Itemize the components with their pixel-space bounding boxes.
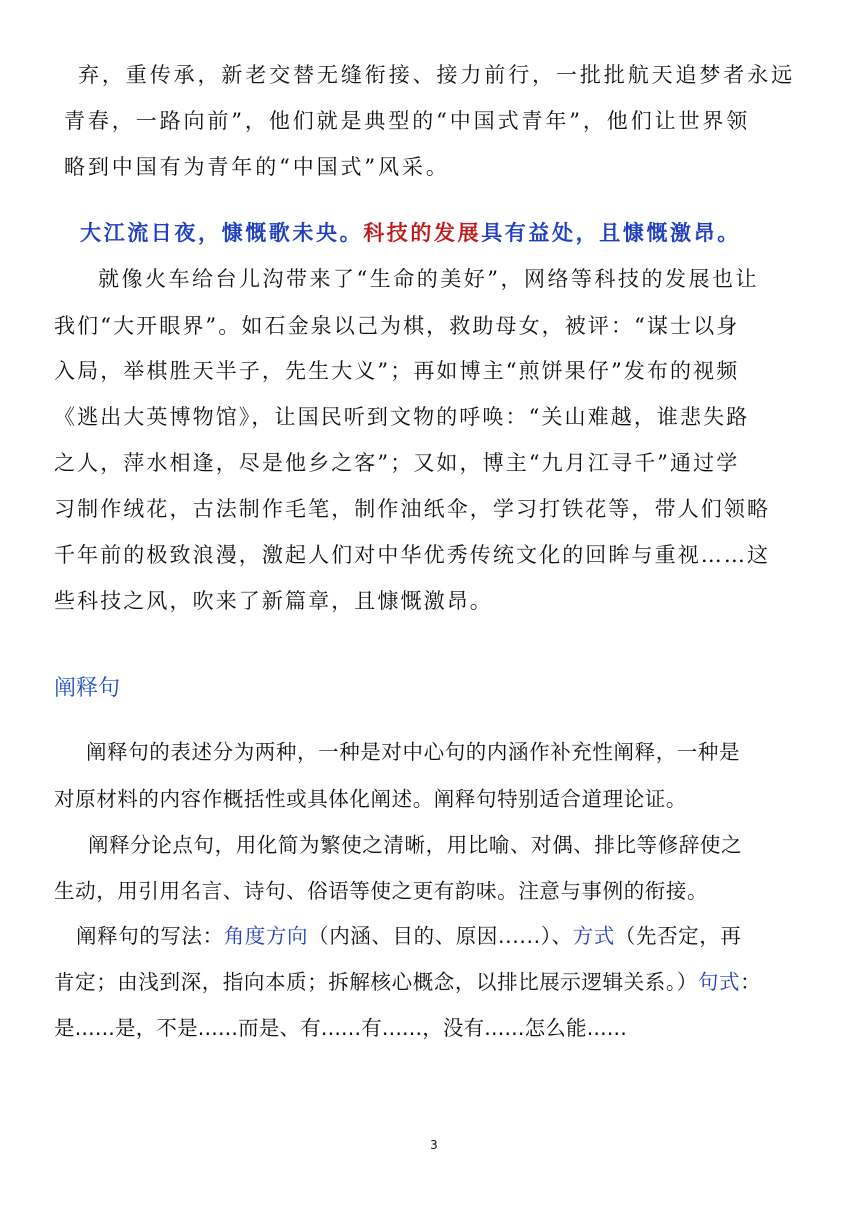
angle-detail: （内涵、目的、原因......）、 xyxy=(308,924,573,948)
para2-line-1: 就像火车给台儿沟带来了“生命的美好”，网络等科技的发展也让 xyxy=(98,267,759,291)
page-number: 3 xyxy=(430,1138,438,1152)
para5-line-3: 是......是，不是......而是、有......有......，没有......怎么能...... xyxy=(54,1016,627,1040)
topic-part-2: 科技的发展 xyxy=(363,220,482,245)
method-detail-cont: 肯定；由浅到深，指向本质；拆解核心概念，以排比展示逻辑关系。） xyxy=(54,970,698,994)
para2-line-3: 入局，举棋胜天半子，先生大义”；再如博主“煎饼果仔”发布的视频 xyxy=(54,359,740,383)
para2-line-8: 些科技之风，吹来了新篇章，且慷慨激昂。 xyxy=(54,589,493,613)
keyword-angle: 角度方向 xyxy=(223,924,309,948)
section-heading: 阐释句 xyxy=(54,676,121,701)
writing-method-intro: 阐释句的写法： xyxy=(76,924,224,948)
para1-line-3: 略到中国有为青年的“中国式”风采。 xyxy=(64,155,450,179)
topic-sentence xyxy=(80,218,741,248)
para2-line-5: 之人，萍水相逢，尽是他乡之客”；又如，博主“九月江寻千”通过学 xyxy=(54,451,740,475)
para5-line-1 xyxy=(76,921,741,951)
keyword-pattern: 句式 xyxy=(697,970,741,994)
para1-line-2: 青春，一路向前”，他们就是典型的“中国式青年”，他们让世界领 xyxy=(64,109,751,133)
topic-part-1: 大江流日夜，慷慨歌未央。 xyxy=(80,220,364,245)
para2-line-7: 千年前的极致浪漫，激起人们对中华优秀传统文化的回眸与重视……这 xyxy=(54,543,771,567)
para4-line-2: 生动，用引用名言、诗句、俗语等使之更有韵味。注意与事例的衔接。 xyxy=(54,879,709,903)
para4-line-1: 阐释分论点句，用化简为繁使之清晰，用比喻、对偶、排比等修辞使之 xyxy=(88,833,743,857)
method-detail: （先否定，再 xyxy=(614,924,742,948)
topic-part-3: 具有益处，且慷慨激昂。 xyxy=(481,220,741,245)
para2-line-6: 习制作绒花，古法制作毛笔，制作油纸伞，学习打铁花等，带人们领略 xyxy=(54,497,771,521)
para2-line-2: 我们“大开眼界”。如石金泉以己为棋，救助母女，被评：“谋士以身 xyxy=(54,314,740,338)
para3-line-1: 阐释句的表述分为两种，一种是对中心句的内涵作补充性阐释，一种是 xyxy=(86,740,741,764)
para1-line-1: 弃，重传承，新老交替无缝衔接、接力前行，一批批航天追梦者永远 xyxy=(78,63,795,87)
pattern-colon: ： xyxy=(740,970,762,994)
para3-line-2: 对原材料的内容作概括性或具体化阐述。阐释句特别适合道理论证。 xyxy=(54,787,687,811)
keyword-method: 方式 xyxy=(572,924,615,948)
para2-line-4: 《逃出大英博物馆》，让国民听到文物的呼唤：“关山难越，谁悲失路 xyxy=(54,405,750,429)
para5-line-2 xyxy=(54,967,761,997)
